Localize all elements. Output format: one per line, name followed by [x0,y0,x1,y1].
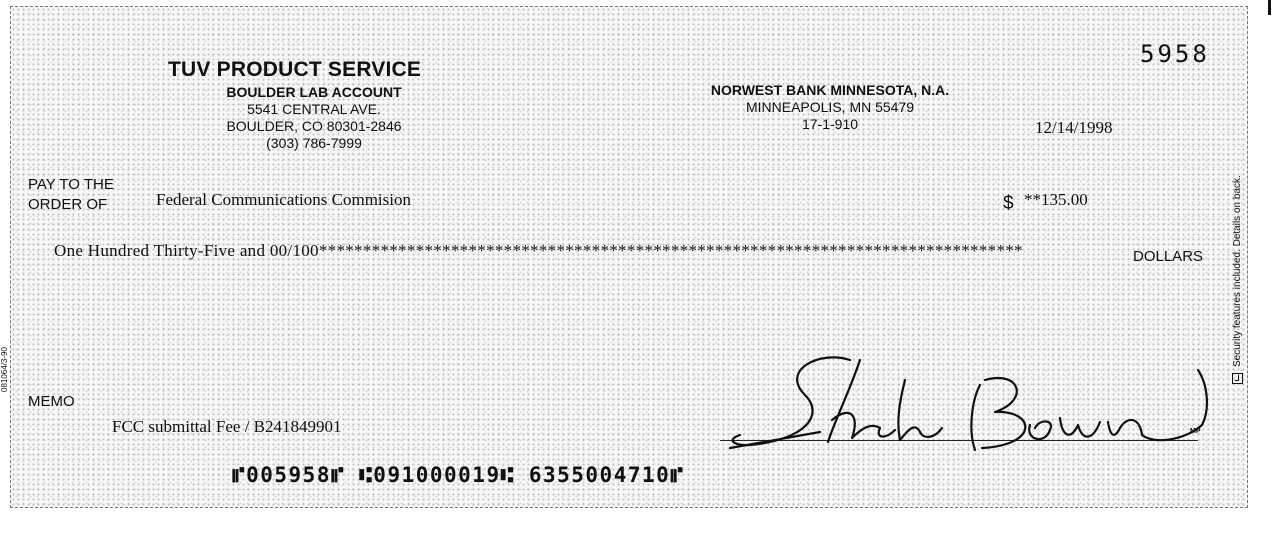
dollar-sign: $ [1003,193,1014,214]
amount-in-words: One Hundred Thirty-Five and 00/100******************************************************************************** [54,241,1023,260]
memo-label: MEMO [28,393,75,410]
security-note [1232,175,1243,384]
payer-name: TUV PRODUCT SERVICE [168,58,422,81]
payer-account: BOULDER LAB ACCOUNT [226,84,402,100]
micr-line: ⑈005958⑈ ⑆091000019⑆ 6355004710⑈ [232,463,685,487]
signature [710,340,1210,465]
payee-name: Federal Communications Commision [156,190,411,209]
amount-numeric: **135.00 [1024,190,1088,209]
pay-to-label-line2: ORDER OF [28,196,108,213]
dollars-label: DOLLARS [1133,248,1204,265]
check-number: 5958 [1140,40,1210,68]
bank-city: MINNEAPOLIS, MN 55479 [745,99,915,115]
padlock-icon [1232,373,1243,384]
pay-to-label-line1: PAY TO THE [28,176,114,193]
payer-phone: (303) 786-7999 [266,135,362,151]
mp-label: MP [1190,428,1201,435]
page-edge-mark [1268,0,1271,15]
check-date: 12/14/1998 [1035,118,1113,137]
bank-routing-fraction: 17-1-910 [801,116,859,132]
security-note-text: Security features included. Details on back. [1232,175,1244,367]
payer-address-line1: 5541 CENTRAL AVE. [247,101,381,117]
memo-text: FCC submittal Fee / B241849901 [112,417,342,436]
payer-address-line2: BOULDER, CO 80301-2846 [226,118,402,134]
form-code: 081064/3-90 [0,347,9,392]
bank-name: NORWEST BANK MINNESOTA, N.A. [710,82,950,98]
